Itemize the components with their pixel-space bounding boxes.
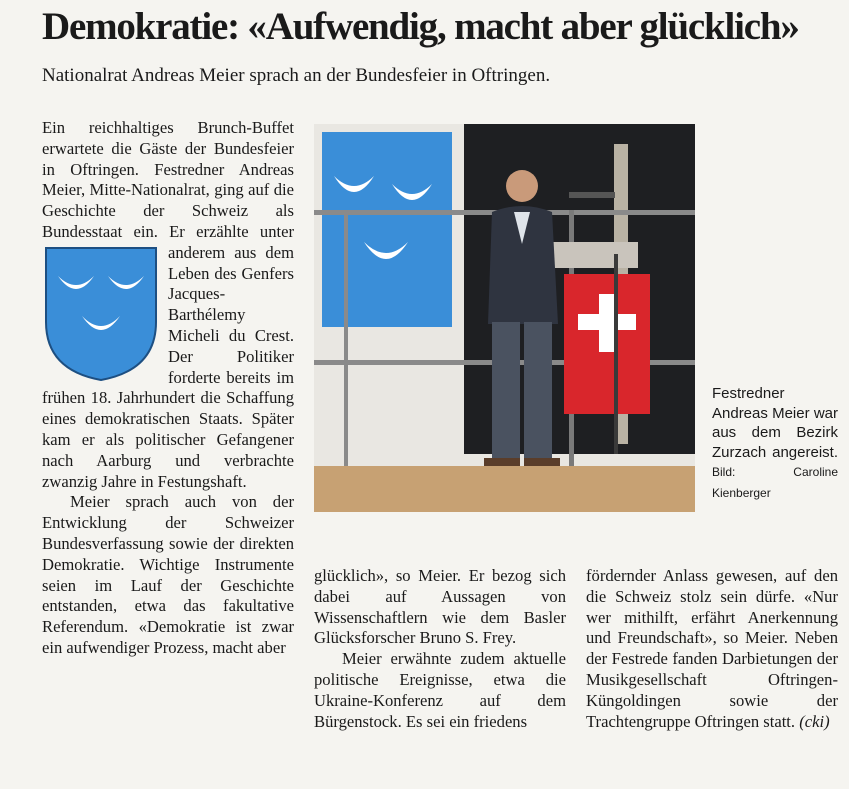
paragraph: Meier sprach auch von der Entwicklung der Schweizer Bundesverfassung sowie der direkten Demokratie. Wichtige Instrumente seien im Lauf der Geschichte entstanden, etwa das fakultative Referendum. «Demokratie ist zwar ein aufwendiger Prozess, macht aber xyxy=(42,492,294,657)
article-column-1 xyxy=(42,118,294,659)
headline: Demokratie: «Aufwendig, macht aber glücklich» xyxy=(42,5,799,48)
author-signature: (cki) xyxy=(799,711,830,731)
paragraph: Meier erwähnte zudem aktuelle politische Ereignisse, etwa die Ukraine-Konferenz auf dem Bürgenstock. Es sei ein friedens xyxy=(314,649,566,731)
paragraph-lead: Ein reichhaltiges Brunch-Buffet erwartete die Gäste der Bundesfeier in Oftringen. Festredner Andreas Meier, Mitte-Nationalrat, ging auf die Geschichte der Schweiz als Bundesstaat ein. Er erzählte unter anderem aus dem Leben des Genfers Jacques-Barthélemy Micheli du Crest. Der Politiker forderte bereits im frühen 18. Jahrhundert die Schaffung eines demokratischen Staats. Später kam er als politischer Gefangener nach Aarburg und verbrachte zwanzig Jahre in Festungshaft. xyxy=(42,118,294,491)
article-column-3 xyxy=(586,566,838,732)
paragraph: glücklich», so Meier. Er bezog sich dabei auf Aussagen von Wissenschaftlern wie dem Basler Glücksforscher Bruno S. Frey. xyxy=(314,566,566,648)
paragraph xyxy=(42,118,294,492)
subheadline: Nationalrat Andreas Meier sprach an der Bundesfeier in Oftringen. xyxy=(42,65,551,86)
paragraph xyxy=(586,566,838,732)
photo-credit: Bild: Caroline Kienberger xyxy=(712,465,838,500)
article-column-2 xyxy=(314,566,566,732)
paragraph-text: fördernder Anlass gewesen, auf den die Schweiz stolz sein dürfe. «Nur wer mithilft, erfährt Anerkennung und Freundschaft», so Meier. Neben der Festrede fanden Darbietungen der Musikgesellschaft Oftringen-Küngoldingen sowie der Trachtengruppe Oftringen statt. xyxy=(586,566,838,731)
article-photo xyxy=(314,124,695,512)
photo-caption xyxy=(712,384,838,503)
oftringen-coat-of-arms-icon xyxy=(42,244,160,384)
caption-text: Festredner Andreas Meier war aus dem Bezirk Zurzach angereist. xyxy=(712,385,838,461)
